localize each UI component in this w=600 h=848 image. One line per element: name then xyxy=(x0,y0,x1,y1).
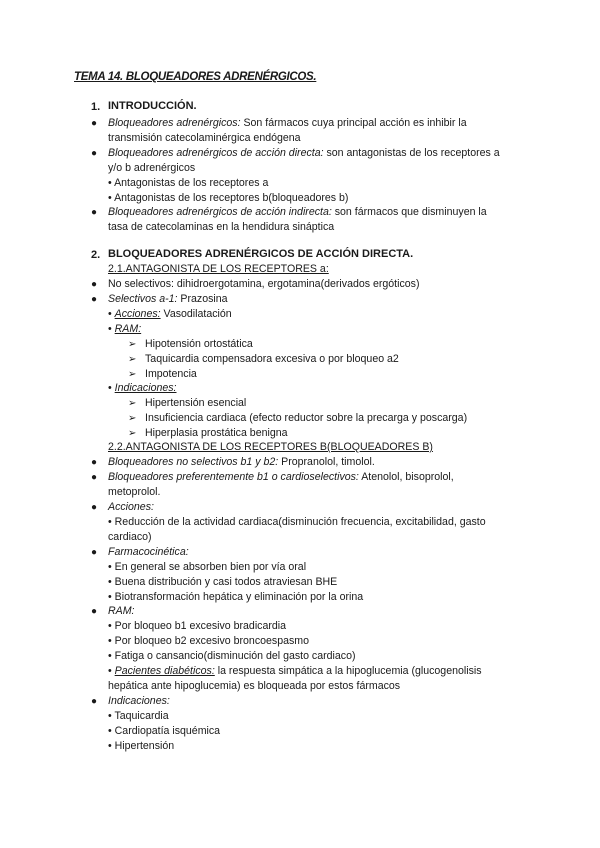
subsection-a-title: 2.1.ANTAGONISTA DE LOS RECEPTORES a: xyxy=(108,263,329,275)
bullet-icon: ● xyxy=(91,294,98,305)
intro-bullet-1-cont: transmisión catecolaminérgica endógena xyxy=(108,132,301,144)
document-title: TEMA 14. BLOQUEADORES ADRENÉRGICOS. xyxy=(74,71,317,83)
intro-bullet-1 xyxy=(108,116,467,131)
alpha-indicaciones: • Indicaciones: xyxy=(108,382,177,394)
bullet-icon: ● xyxy=(91,279,98,290)
section-1-number: 1. xyxy=(91,101,101,113)
term-label: Acciones: xyxy=(114,308,161,320)
intro-bullet-2-cont: y/o b adrenérgicos xyxy=(108,162,196,174)
term-label: Bloqueadores no selectivos b1 y b2: xyxy=(108,456,279,468)
definition-text: Propranolol, timolol. xyxy=(278,456,375,468)
diabetic-patients: • Pacientes diabéticos: la respuesta simpática a la hipoglucemia (glucogenolisis xyxy=(108,665,482,677)
arrow-bullet-icon: ➢ xyxy=(128,369,137,380)
section-2-heading: BLOQUEADORES ADRENÉRGICOS DE ACCIÓN DIRECTA. xyxy=(108,248,414,260)
ram-item: Impotencia xyxy=(145,368,197,380)
intro-bullet-3 xyxy=(108,205,487,220)
beta-nonselective xyxy=(108,455,375,470)
definition-text: Son fármacos cuya principal acción es inhibir la xyxy=(240,117,467,129)
bullet-icon: ● xyxy=(91,472,98,483)
arrow-bullet-icon: ➢ xyxy=(128,428,137,439)
definition-text: Atenolol, bisoprolol, xyxy=(358,471,454,483)
alpha-ram: • RAM: xyxy=(108,323,142,335)
ram-item: Taquicardia compensadora excesiva o por bloqueo a2 xyxy=(145,353,399,365)
beta-ram-label: RAM: xyxy=(108,605,135,617)
bullet-icon: ● xyxy=(91,696,98,707)
beta-ram-item: • Fatiga o cansancio(disminución del gasto cardiaco) xyxy=(108,650,356,662)
term-label: Bloqueadores adrenérgicos de acción directa: xyxy=(108,147,324,159)
beta-acciones-item: • Reducción de la actividad cardiaca(disminución frecuencia, excitabilidad, gasto xyxy=(108,516,486,528)
sub-item: • Antagonistas de los receptores a xyxy=(108,177,269,189)
term-label: Indicaciones: xyxy=(114,382,177,394)
beta-cardioselective-cont: metoprolol. xyxy=(108,486,161,498)
ind-item: Insuficiencia cardiaca (efecto reductor sobre la precarga y poscarga) xyxy=(145,412,468,424)
bullet-icon: ● xyxy=(91,118,98,129)
definition-text: la respuesta simpática a la hipoglucemia (glucogenolisis xyxy=(214,665,482,677)
bullet-icon: ● xyxy=(91,606,98,617)
ind-item: Hipertensión esencial xyxy=(145,397,247,409)
diabetic-patients-cont: hepática ante hipoglucemia) es bloqueada por estos fármacos xyxy=(108,680,401,692)
bullet-icon: ● xyxy=(91,148,98,159)
term-label: Bloqueadores adrenérgicos de acción indirecta: xyxy=(108,206,332,218)
subsection-b-title: 2.2.ANTAGONISTA DE LOS RECEPTORES B(BLOQUEADORES B) xyxy=(108,441,433,453)
bullet-icon: ● xyxy=(91,207,98,218)
ind-item: Hiperplasia prostática benigna xyxy=(145,427,288,439)
intro-bullet-3-cont: tasa de catecolaminas en la hendidura sináptica xyxy=(108,221,335,233)
definition-text: Prazosina xyxy=(177,293,228,305)
ram-item: Hipotensión ortostática xyxy=(145,338,253,350)
farm-item: • Biotransformación hepática y eliminación por la orina xyxy=(108,591,364,603)
alpha-nonselective: No selectivos: dihidroergotamina, ergotamina(derivados ergóticos) xyxy=(108,278,420,290)
sub-item: • Antagonistas de los receptores b(bloqueadores b) xyxy=(108,192,349,204)
beta-acciones-item-cont: cardiaco) xyxy=(108,531,152,543)
beta-ind-item: • Cardiopatía isquémica xyxy=(108,725,221,737)
section-1-heading: INTRODUCCIÓN. xyxy=(108,100,197,112)
definition-text: son antagonistas de los receptores a xyxy=(323,147,500,159)
beta-ram-item: • Por bloqueo b2 excesivo broncoespasmo xyxy=(108,635,309,647)
arrow-bullet-icon: ➢ xyxy=(128,413,137,424)
arrow-bullet-icon: ➢ xyxy=(128,354,137,365)
farm-item: • En general se absorben bien por vía oral xyxy=(108,561,307,573)
arrow-bullet-icon: ➢ xyxy=(128,398,137,409)
term-label: RAM: xyxy=(114,323,142,335)
bullet-icon: ● xyxy=(91,457,98,468)
definition-text: Vasodilatación xyxy=(160,308,232,320)
bullet-icon: ● xyxy=(91,502,98,513)
section-2-number: 2. xyxy=(91,249,101,261)
beta-indicaciones-label: Indicaciones: xyxy=(108,695,170,707)
term-label: Pacientes diabéticos: xyxy=(114,665,215,677)
term-label: Selectivos a-1: xyxy=(108,293,178,305)
farm-item: • Buena distribución y casi todos atraviesan BHE xyxy=(108,576,338,588)
beta-ind-item: • Taquicardia xyxy=(108,710,169,722)
farmacocinetica-label: Farmacocinética: xyxy=(108,546,189,558)
term-label: Bloqueadores adrenérgicos: xyxy=(108,117,241,129)
alpha-selective xyxy=(108,292,228,307)
beta-ram-item: • Por bloqueo b1 excesivo bradicardia xyxy=(108,620,287,632)
term-label: Bloqueadores preferentemente b1 o cardioselectivos: xyxy=(108,471,359,483)
beta-cardioselective xyxy=(108,470,454,485)
definition-text: son fármacos que disminuyen la xyxy=(331,206,487,218)
beta-acciones-label: Acciones: xyxy=(108,501,154,513)
intro-bullet-2 xyxy=(108,146,500,161)
beta-ind-item: • Hipertensión xyxy=(108,740,175,752)
alpha-acciones: • Acciones: Vasodilatación xyxy=(108,308,232,320)
bullet-icon: ● xyxy=(91,547,98,558)
arrow-bullet-icon: ➢ xyxy=(128,339,137,350)
